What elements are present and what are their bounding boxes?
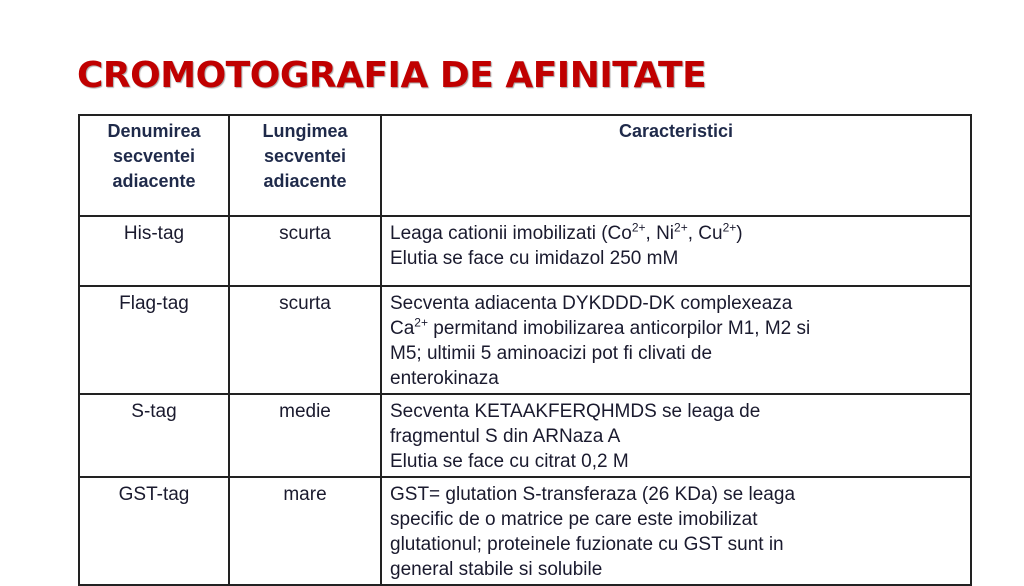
characteristics-line: Elutia se face cu citrat 0,2 M: [390, 451, 629, 472]
tag-name-cell: GST-tag: [79, 477, 229, 585]
characteristics-line: Leaga cationii imobilizati ($Co^{2+}$, $Ni^{2+}$, $Cu^{2+}$): [390, 220, 743, 244]
tag-name-cell: S-tag: [79, 394, 229, 477]
header-characteristics: Caracteristici: [381, 115, 971, 216]
tag-characteristics-cell: [381, 394, 971, 477]
tag-name-cell: His-tag: [79, 216, 229, 286]
characteristics-line: Secventa adiacenta DYKDDD-DK complexeaza: [390, 293, 793, 314]
characteristics-line: enterokinaza: [390, 368, 499, 389]
characteristics-line: $Ca^{2+}$ permitand imobilizarea anticorpilor M1, M2 si: [390, 315, 811, 339]
characteristics-line: GST= glutation S-transferaza (26 KDa) se leaga: [390, 484, 796, 505]
characteristics-line: fragmentul S din ARNaza A: [390, 426, 621, 447]
table-row: [79, 477, 971, 585]
table-row: [79, 394, 971, 477]
header-sequence-length: Lungimea secventei adiacente: [229, 115, 381, 216]
tag-characteristics-cell: [381, 477, 971, 585]
tag-length-cell: mare: [229, 477, 381, 585]
characteristics-line: M5; ultimii 5 aminoacizi pot fi clivati de: [390, 343, 713, 364]
page-title: CROMOTOGRAFIA DE AFINITATE: [77, 55, 707, 96]
tag-characteristics-cell: [381, 286, 971, 394]
table-header-row: [79, 115, 971, 216]
tag-name-cell: Flag-tag: [79, 286, 229, 394]
characteristics-line: general stabile si solubile: [390, 559, 603, 580]
table-row: [79, 286, 971, 394]
header-sequence-name: Denumirea secventei adiacente: [79, 115, 229, 216]
affinity-tags-table: [78, 114, 972, 586]
tag-length-cell: scurta: [229, 216, 381, 286]
tag-length-cell: medie: [229, 394, 381, 477]
tag-length-cell: scurta: [229, 286, 381, 394]
characteristics-line: Elutia se face cu imidazol 250 mM: [390, 248, 679, 269]
table-row: [79, 216, 971, 286]
characteristics-line: glutationul; proteinele fuzionate cu GST sunt in: [390, 534, 784, 555]
tag-characteristics-cell: [381, 216, 971, 286]
characteristics-line: specific de o matrice pe care este imobilizat: [390, 509, 758, 530]
characteristics-line: Secventa KETAAKFERQHMDS se leaga de: [390, 401, 761, 422]
